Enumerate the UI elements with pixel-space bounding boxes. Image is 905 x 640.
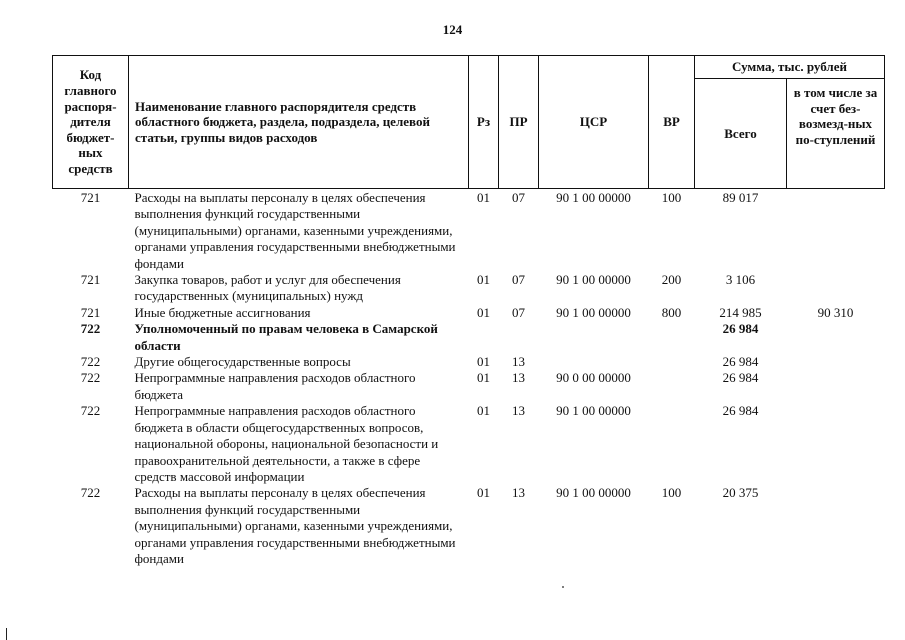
cell-pr: 13	[512, 370, 525, 386]
cell-incl	[787, 272, 885, 305]
cell-vr: 800	[661, 304, 682, 320]
cell-rz: 01	[477, 354, 490, 370]
header-pr: ПР	[499, 56, 539, 189]
cell-incl	[787, 370, 885, 403]
header-name: Наименование главного распорядителя средств областного бюджета, раздела, подраздела, целевой статьи, группы видов расходов	[129, 56, 469, 189]
cell-total: 20 375	[722, 485, 759, 501]
table-row	[53, 354, 885, 370]
cell-name: Непрограммные направления расходов областного бюджета	[134, 370, 416, 402]
cell-vr	[649, 370, 695, 403]
cell-total: 26 984	[722, 403, 759, 419]
table-row	[53, 305, 885, 321]
cell-csr	[539, 354, 649, 370]
cell-pr: 13	[512, 403, 525, 419]
cell-incl: 90 310	[817, 304, 854, 320]
header-csr: ЦСР	[539, 56, 649, 189]
cell-pr: 13	[512, 485, 525, 501]
table-row	[53, 485, 885, 567]
cell-rz: 01	[477, 403, 490, 419]
cell-total: 26 984	[722, 321, 759, 337]
cell-vr	[649, 354, 695, 370]
cell-code: 722	[80, 354, 101, 370]
table-body	[53, 189, 885, 568]
header-rz: Рз	[469, 56, 499, 189]
header-sum: Сумма, тыс. рублей	[695, 56, 885, 79]
table-row	[53, 272, 885, 305]
cell-vr: 100	[661, 190, 682, 205]
cell-pr: 07	[512, 304, 525, 320]
cell-incl	[787, 354, 885, 370]
cell-csr: 90 1 00 00000	[556, 403, 631, 419]
table-header	[53, 56, 885, 189]
cell-name: Закупка товаров, работ и услуг для обеспечения государственных (муниципальных) нужд	[134, 272, 401, 304]
cell-incl	[787, 321, 885, 354]
scan-edge-mark	[6, 628, 7, 640]
cell-name: Другие общегосударственные вопросы	[134, 354, 351, 370]
cell-incl	[787, 189, 885, 273]
cell-vr	[649, 321, 695, 354]
cell-rz: 01	[477, 304, 490, 320]
cell-incl	[787, 485, 885, 567]
cell-total: 3 106	[725, 272, 756, 288]
header-total: Всего	[695, 79, 787, 189]
cell-name: Уполномоченный по правам человека в Самарской области	[134, 321, 438, 353]
cell-rz	[469, 321, 499, 354]
cell-csr: 90 1 00 00000	[556, 304, 631, 320]
cell-csr: 90 0 00 00000	[556, 370, 631, 386]
budget-table-container	[52, 55, 884, 567]
cell-csr: 90 1 00 00000	[556, 272, 631, 288]
cell-pr: 07	[512, 272, 525, 288]
cell-rz: 01	[477, 190, 490, 205]
cell-vr: 100	[661, 485, 682, 501]
table-row	[53, 403, 885, 485]
table-row	[53, 321, 885, 354]
cell-pr: 13	[512, 354, 525, 370]
cell-rz: 01	[477, 370, 490, 386]
cell-total: 26 984	[722, 354, 759, 370]
cell-rz: 01	[477, 485, 490, 501]
table-row	[53, 189, 885, 273]
cell-code: 722	[80, 403, 101, 419]
cell-vr	[649, 403, 695, 485]
scan-speck	[562, 586, 564, 588]
cell-pr: 07	[512, 190, 525, 205]
cell-code: 722	[80, 370, 101, 386]
cell-pr	[499, 321, 539, 354]
cell-name: Иные бюджетные ассигнования	[134, 304, 311, 320]
cell-incl	[787, 403, 885, 485]
cell-name: Непрограммные направления расходов областного бюджета в области общегосударственных вопросов, национальной обороны, национальной безопасности и правоохранительной деятельности, а также в сфере средств массовой информации	[134, 403, 439, 484]
header-code: Код главного распоря-дителя бюджет-ных средств	[53, 56, 129, 189]
header-incl: в том числе за счет без-возмезд-ных по-ступлений	[787, 79, 885, 189]
cell-code: 721	[80, 304, 101, 320]
cell-name: Расходы на выплаты персоналу в целях обеспечения выполнения функций государственными (муниципальными) органами, казенными учреждениями, органами управления государственными внебюджетными фондами	[134, 485, 456, 566]
cell-csr	[539, 321, 649, 354]
cell-name: Расходы на выплаты персоналу в целях обеспечения выполнения функций государственными (муниципальными) органами, казенными учреждениями, органами управления государственными внебюджетными фондами	[134, 190, 456, 271]
cell-total: 26 984	[722, 370, 759, 386]
cell-total: 214 985	[719, 304, 762, 320]
cell-csr: 90 1 00 00000	[556, 190, 631, 205]
table-row	[53, 370, 885, 403]
cell-csr: 90 1 00 00000	[556, 485, 631, 501]
cell-code: 721	[80, 190, 101, 205]
budget-table	[52, 55, 885, 567]
cell-vr: 200	[661, 272, 682, 288]
page-number: 124	[442, 22, 463, 37]
cell-code: 721	[80, 272, 101, 288]
cell-code: 722	[80, 485, 101, 501]
cell-total: 89 017	[722, 190, 759, 205]
header-vr: ВР	[649, 56, 695, 189]
cell-code: 722	[80, 321, 101, 337]
cell-rz: 01	[477, 272, 490, 288]
